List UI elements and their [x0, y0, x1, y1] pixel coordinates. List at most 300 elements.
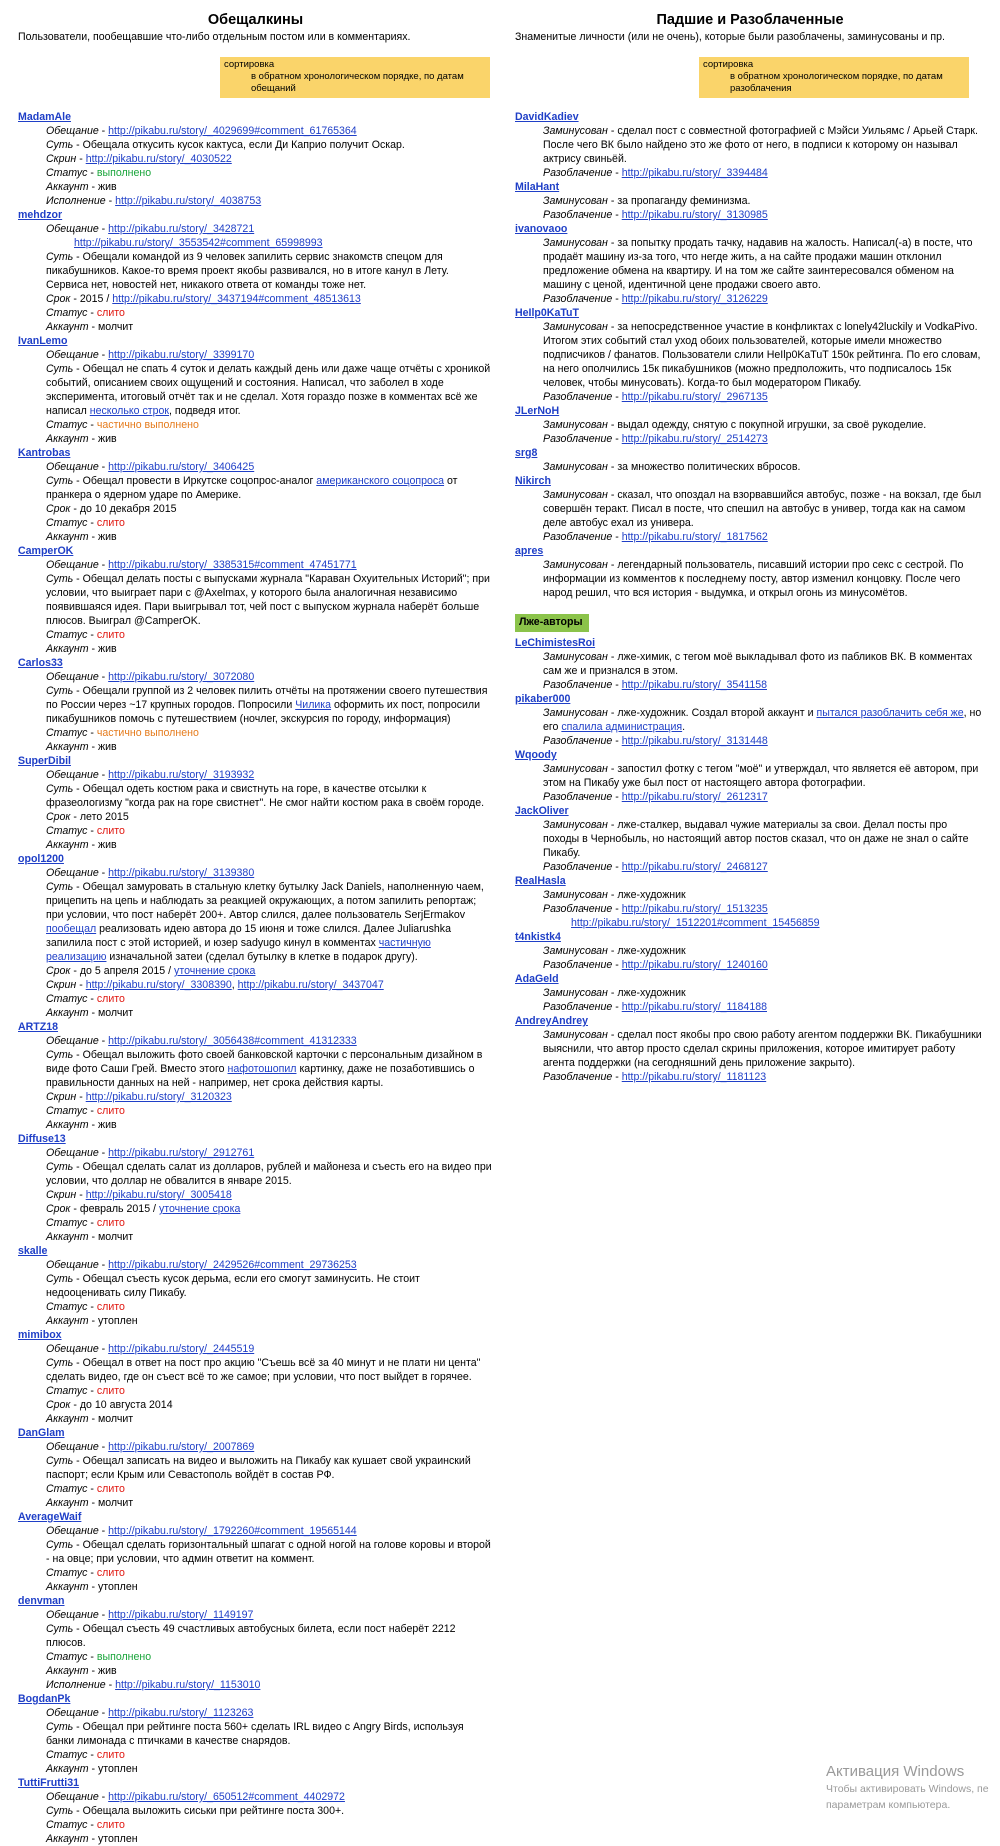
promise-link[interactable]: http://pikabu.ru/story/_3406425 [108, 461, 255, 473]
expose-link[interactable]: http://pikabu.ru/story/_3394484 [621, 167, 768, 179]
account-line: Аккаунт - утоплен [46, 1315, 138, 1327]
user-nick-link[interactable]: SuperDibil [18, 755, 71, 767]
promise-link[interactable]: http://pikabu.ru/story/_3553542#comment_65998993 [74, 237, 323, 249]
inline-link[interactable]: нафотошопил [227, 1063, 297, 1075]
essence-text: изначальной затеи (сделал бутылку в клетке в подарок другу). [109, 951, 418, 963]
sort-label: сортировка [703, 59, 754, 70]
promise-link[interactable]: http://pikabu.ru/story/_4029699#comment_61765364 [108, 125, 357, 137]
account-line: Аккаунт - жив [46, 839, 117, 851]
expose-label: Разоблачение [543, 293, 613, 305]
status-value: выполнено [96, 1651, 152, 1663]
user-nick-link[interactable]: apres [515, 545, 544, 557]
promise-line: Обещание - http://pikabu.ru/story/_3056438#comment_41312333 [46, 1035, 357, 1047]
promise-label: Обещание [46, 1791, 99, 1803]
fallen-entry [515, 110, 985, 180]
screen-label: Скрин [46, 979, 77, 991]
user-nick-link[interactable]: MilaHant [515, 181, 560, 193]
status-value: слито [96, 825, 125, 837]
user-nick-link[interactable]: ARTZ18 [18, 1021, 59, 1033]
promise-label: Обещание [46, 349, 99, 361]
screen-label: Скрин [46, 153, 77, 165]
expose-label: Разоблачение [543, 679, 613, 691]
essence-text: Обещала откусить кусок кактуса, если Ди Каприо получит Оскар. [82, 139, 405, 151]
promise-entry [18, 1426, 493, 1510]
inline-link[interactable]: частичную реализацию [46, 937, 431, 963]
account-value: жив [97, 181, 117, 193]
status-line: Статус - слито [46, 993, 125, 1005]
expose-link[interactable]: http://pikabu.ru/story/_1512201#comment_15456859 [571, 917, 820, 929]
fallen-sort-note [699, 57, 969, 98]
minus-label: Заминусован [543, 419, 608, 431]
expose-link[interactable]: http://pikabu.ru/story/_3541158 [621, 679, 767, 691]
expose-line: Разоблачение - http://pikabu.ru/story/_3130985 [543, 209, 768, 221]
user-nick-link[interactable]: AverageWaif [18, 1511, 82, 1523]
minus-line: Заминусован - лже-художник [543, 945, 686, 957]
fulfil-line: Исполнение - http://pikabu.ru/story/_1153010 [46, 1679, 261, 1691]
expose-label: Разоблачение [543, 903, 613, 915]
screen-link[interactable]: http://pikabu.ru/story/_3308390 [85, 979, 232, 991]
fallen-column [515, 0, 985, 1084]
account-label: Аккаунт [46, 1497, 89, 1509]
essence-label: Суть [46, 251, 74, 263]
deadline-clarification-link[interactable]: уточнение срока [158, 1203, 241, 1215]
promise-line: Обещание - http://pikabu.ru/story/_2429526#comment_29736253 [46, 1259, 357, 1271]
promise-entry [18, 110, 493, 208]
essence-text: Обещал выложить фото своей банковской карточки с персональным дизайном в виде фото Саши Грей. Вместо этого [46, 1049, 483, 1075]
promise-entry [18, 334, 493, 446]
inline-link[interactable]: спалила администрация [561, 721, 683, 733]
essence-text: Обещал замуровать в стальную клетку бутылку Jack Daniels, наполненную чаем, прицепить на цепь и наблюдать за реакцией окружающих, а потом запилить репортаж; при условии, что пост наберёт 200+. Автор слился, далее пользователь SerjErmakov [46, 881, 484, 921]
minus-line: Заминусован - сделал пост с совместной фотографией с Мэйси Уильямс / Арьей Старк. После чего ВК было найдено это же фото от него, в подписи к которому он называл актрису свиньёй. [543, 125, 978, 165]
expose-line: Разоблачение - http://pikabu.ru/story/_1817562 [543, 531, 768, 543]
account-label: Аккаунт [46, 433, 89, 445]
expose-label: Разоблачение [543, 531, 613, 543]
promise-link[interactable]: http://pikabu.ru/story/_3399170 [108, 349, 255, 361]
user-nick-link[interactable]: CamperOK [18, 545, 74, 557]
expose-line: Разоблачение - http://pikabu.ru/story/_3131448 [543, 735, 768, 747]
promise-entry [18, 656, 493, 754]
status-label: Статус [46, 1651, 88, 1663]
minus-label: Заминусован [543, 889, 608, 901]
fallen-entry [515, 222, 985, 306]
fallen-entry [515, 180, 985, 222]
expose-label: Разоблачение [543, 861, 613, 873]
minus-text: лже-художник. Создал второй аккаунт и [617, 707, 814, 719]
user-nick-link[interactable]: pikaber000 [515, 693, 571, 705]
account-value: утоплен [97, 1315, 138, 1327]
user-nick-link[interactable]: DanGlam [18, 1427, 65, 1439]
promises-column [18, 0, 493, 1846]
promise-label: Обещание [46, 1343, 99, 1355]
promise-line: Обещание - http://pikabu.ru/story/_3406425 [46, 461, 255, 473]
promise-link[interactable]: http://pikabu.ru/story/_2429526#comment_29736253 [108, 1259, 357, 1271]
essence-text: Обещал провести в Иркутске соцопрос-аналог [82, 475, 314, 487]
status-value: слито [96, 1105, 125, 1117]
fake-authors-badge: Лже-авторы [515, 614, 589, 632]
essence-label: Суть [46, 1539, 74, 1551]
user-nick-link[interactable]: MadamAle [18, 111, 71, 123]
expose-link[interactable]: http://pikabu.ru/story/_1184188 [621, 1001, 767, 1013]
account-label: Аккаунт [46, 1315, 89, 1327]
status-value: слито [96, 993, 125, 1005]
promise-label: Обещание [46, 1147, 99, 1159]
screen-link[interactable]: http://pikabu.ru/story/_4030522 [85, 153, 232, 165]
promise-entry [18, 1594, 493, 1692]
essence-text: Обещал делать посты с выпусками журнала "Караван Охуительных Историй"; при условии, что выиграет пари с @Axelmax, у которого была аналогичная независимо появившаяся идея. Пари выигрывал тот, чей пост с выпуском журнала наберёт больше плюсов. Выиграл @CamperOK. [46, 573, 490, 627]
user-nick-link[interactable]: Wqoody [515, 749, 557, 761]
deadline-label: Срок [46, 965, 71, 977]
account-value: жив [97, 741, 117, 753]
deadline-value: 2015 [79, 293, 104, 305]
account-label: Аккаунт [46, 1413, 89, 1425]
expose-line: Разоблачение - http://pikabu.ru/story/_3394484 [543, 167, 768, 179]
status-value: слито [96, 307, 125, 319]
account-label: Аккаунт [46, 1231, 89, 1243]
user-nick-link[interactable]: LeChimistesRoi [515, 637, 596, 649]
promise-link[interactable]: http://pikabu.ru/story/_2445519 [108, 1343, 255, 1355]
minus-text: сказал, что опоздал на взорвавшийся автобус, позже - на вокзал, где был совершён теракт. Писал в посте, что спешил на автобус в универ, тогда как на самом деле автобус ехал из универа. [543, 489, 982, 529]
essence-text: Обещал сделать салат из долларов, рублей и майонеза и съесть его на видео при условии, что доллар не обвалится в январе 2015. [46, 1161, 492, 1187]
expose-line: Разоблачение - http://pikabu.ru/story/_2612317 [543, 791, 768, 803]
expose-link[interactable]: http://pikabu.ru/story/_3126229 [621, 293, 768, 305]
minus-text: сделал пост с совместной фотографией с Мэйси Уильямс / Арьей Старк. После чего ВК было найдено это же фото от него, в подписи к которому он называл актрису свиньёй. [543, 125, 978, 165]
promise-label: Обещание [46, 1609, 99, 1621]
promise-link[interactable]: http://pikabu.ru/story/_3056438#comment_41312333 [108, 1035, 357, 1047]
fallen-entry [515, 930, 985, 972]
minus-label: Заминусован [543, 461, 608, 473]
expose-line: Разоблачение - http://pikabu.ru/story/_3126229 [543, 293, 768, 305]
account-label: Аккаунт [46, 181, 89, 193]
watermark-line: параметрам компьютера. [826, 1799, 951, 1811]
essence-label: Суть [46, 573, 74, 585]
promise-link[interactable]: http://pikabu.ru/story/_2007869 [108, 1441, 255, 1453]
promise-label: Обещание [46, 125, 99, 137]
fallen-entry [515, 972, 985, 1014]
account-line: Аккаунт - молчит [46, 1413, 134, 1425]
user-nick-link[interactable]: Nikirch [515, 475, 551, 487]
minus-text: за попытку продать тачку, надавив на жалость. Написал(-а) в посте, что продаёт машину из-за того, что негде жить, а на сайте продажи машин отклонил предложение обмена на квартиру. И на том же сайте заинтересовался обменом на машину с ценой, идентичной цене продажи своего авто. [543, 237, 973, 291]
account-value: молчит [97, 1231, 134, 1243]
status-label: Статус [46, 517, 88, 529]
expose-link[interactable]: http://pikabu.ru/story/_3131448 [621, 735, 768, 747]
user-nick-link[interactable]: IvanLemo [18, 335, 68, 347]
essence-text: Обещал в ответ на пост про акцию "Съешь всё за 40 минут и не плати ни цента" сделать видео, где он съест всё то же самое; при условии, что пост выйдет в горячее. [46, 1357, 481, 1383]
expose-link[interactable]: http://pikabu.ru/story/_2967135 [621, 391, 768, 403]
inline-link[interactable]: пытался разоблачить себя же [816, 707, 964, 719]
screen-line: Скрин - http://pikabu.ru/story/_3308390, http://pikabu.ru/story/_3437047 [46, 979, 384, 991]
status-line: Статус - слито [46, 1483, 125, 1495]
inline-link[interactable]: несколько строк [89, 405, 170, 417]
promise-label: Обещание [46, 1441, 99, 1453]
essence-line: Суть - Обещал выложить фото своей банковской карточки с персональным дизайном в виде фото Саши Грей. Вместо этого нафотошопил картинку, даже не позаботившись о правильности данных на ней - например, нет срока действия карты. [46, 1049, 483, 1089]
inline-link[interactable]: Чилика [295, 699, 332, 711]
promise-line: Обещание - http://pikabu.ru/story/_3139380 [46, 867, 255, 879]
promise-link[interactable]: http://pikabu.ru/story/_3193932 [108, 769, 255, 781]
promise-line: Обещание - http://pikabu.ru/story/_3399170 [46, 349, 255, 361]
screen-label: Скрин [46, 1091, 77, 1103]
fallen-entry [515, 446, 985, 474]
user-nick-link[interactable]: opol1200 [18, 853, 64, 865]
account-label: Аккаунт [46, 1581, 89, 1593]
user-nick-link[interactable]: Kantrobas [18, 447, 71, 459]
status-label: Статус [46, 1749, 88, 1761]
essence-label: Суть [46, 685, 74, 697]
sort-description: в обратном хронологическом порядке, по датам разоблачения [730, 71, 943, 94]
promises-sort-note [220, 57, 490, 98]
account-label: Аккаунт [46, 321, 89, 333]
expose-label: Разоблачение [543, 959, 613, 971]
account-line: Аккаунт - жив [46, 643, 117, 655]
promise-entry [18, 1776, 493, 1846]
status-line: Статус - слито [46, 1749, 125, 1761]
promise-line: Обещание - http://pikabu.ru/story/_4029699#comment_61765364 [46, 125, 357, 137]
promise-link[interactable]: http://pikabu.ru/story/_3072080 [108, 671, 255, 683]
essence-line: Суть - Обещал при рейтинге поста 560+ сделать IRL видео с Angry Birds, используя банки лимонада с птичками в качестве снарядов. [46, 1721, 464, 1747]
fallen-entry [515, 306, 985, 404]
deadline-value: до 5 апреля 2015 [79, 965, 166, 977]
essence-line: Суть - Обещал сделать горизонтальный шпагат с одной ногой на голове коровы и второй - на овце; при условии, что админ ответит на коммент. [46, 1539, 491, 1565]
essence-text: Обещала выложить сиськи при рейтинге поста 300+. [82, 1805, 345, 1817]
minus-line: Заминусован - лже-художник [543, 987, 686, 999]
essence-line: Суть - Обещал провести в Иркутске соцопрос-аналог американского соцопроса от пранкера о ядерном ударе по Америке. [46, 475, 458, 501]
screen-label: Скрин [46, 1189, 77, 1201]
essence-line: Суть - Обещал съесть кусок дерьма, если его смогут заминусить. Не стоит недооценивать силу Пикабу. [46, 1273, 420, 1299]
account-value: жив [97, 433, 117, 445]
fallen-entry [515, 748, 985, 804]
user-nick-link[interactable]: HeIlp0KaTuT [515, 307, 579, 319]
status-value: слито [96, 1483, 125, 1495]
essence-line: Суть - Обещал замуровать в стальную клетку бутылку Jack Daniels, наполненную чаем, прицепить на цепь и наблюдать за реакцией окружающих, а потом запилить репортаж; при условии, что пост наберёт 200+. Автор слился, далее пользователь SerjErmakov пообещал реализовать идею автора до 15 июня и тоже слился. Далее Juliarushka запилила пост с этой историей, и юзер sadyugo кинул в комментах частичную реализацию изначальной затеи (сделал бутылку в клетке в подарок другу). [46, 881, 484, 963]
essence-text: Обещал не спать 4 суток и делать каждый день или даже чаще отчёты с хроникой событий, описанием своих ощущений и состояния. Написал, что заболел в ходе эксперимента, итоговый отчёт так и не сделал. Хотя гораздо позже в комментах всё же написал [46, 363, 491, 417]
deadline-link[interactable]: http://pikabu.ru/story/_3437194#comment_48513613 [112, 293, 361, 305]
status-label: Статус [46, 629, 88, 641]
account-value: молчит [97, 1497, 134, 1509]
promise-label: Обещание [46, 1259, 99, 1271]
essence-text: реализовать идею автора до 15 июня и тоже слился. Далее Juliarushka запилила пост с этой историей, и юзер sadyugo кинул в комментах [46, 923, 451, 949]
deadline-line: Срок - до 10 августа 2014 [46, 1399, 173, 1411]
user-nick-link[interactable]: JackOliver [515, 805, 569, 817]
minus-label: Заминусован [543, 1029, 608, 1041]
essence-line: Суть - Обещал съесть 49 счастливых автобусных билета, если пост наберёт 2212 плюсов. [46, 1623, 456, 1649]
watermark-title: Активация Windows [826, 1763, 965, 1780]
account-line: Аккаунт - молчит [46, 1231, 134, 1243]
fallen-list [515, 110, 985, 600]
promise-link[interactable]: http://pikabu.ru/story/_650512#comment_4402972 [108, 1791, 345, 1803]
user-nick-link[interactable]: skalle [18, 1245, 48, 1257]
user-nick-link[interactable]: AdaGeld [515, 973, 559, 985]
promise-link[interactable]: http://pikabu.ru/story/_3139380 [108, 867, 255, 879]
status-value: слито [96, 1385, 125, 1397]
expose-link[interactable]: http://pikabu.ru/story/_1240160 [621, 959, 768, 971]
promise-entry [18, 1020, 493, 1132]
expose-link[interactable]: http://pikabu.ru/story/_2514273 [621, 433, 768, 445]
promise-line: Обещание - http://pikabu.ru/story/_2912761 [46, 1147, 255, 1159]
expose-label: Разоблачение [543, 1071, 613, 1083]
expose-link[interactable]: http://pikabu.ru/story/_2468127 [621, 861, 768, 873]
minus-line: Заминусован - лже-художник. Создал второй аккаунт и пытался разоблачить себя же, но его спалила администрация. [543, 707, 982, 733]
promise-link[interactable]: http://pikabu.ru/story/_1123263 [108, 1707, 254, 1719]
minus-text: сделал пост якобы про свою работу агентом поддержки ВК. Пикабушники выяснили, что автор просто сделал скрины приложения, которое имитирует работу агента поддержки (на сегодняшний день приложение закрыто). [543, 1029, 982, 1069]
user-nick-link[interactable]: TuttiFrutti31 [18, 1777, 80, 1789]
essence-label: Суть [46, 1721, 74, 1733]
expose-label: Разоблачение [543, 391, 613, 403]
minus-label: Заминусован [543, 819, 608, 831]
status-value: слито [96, 1567, 125, 1579]
minus-label: Заминусован [543, 763, 608, 775]
inline-link[interactable]: американского соцопроса [316, 475, 445, 487]
promise-entry [18, 852, 493, 1020]
status-line: Статус - частично выполнено [46, 419, 199, 431]
expose-link[interactable]: http://pikabu.ru/story/_1181123 [621, 1071, 767, 1083]
account-label: Аккаунт [46, 643, 89, 655]
minus-line: Заминусован - за множество политических вбросов. [543, 461, 801, 473]
status-label: Статус [46, 1483, 88, 1495]
user-nick-link[interactable]: DavidKadiev [515, 111, 579, 123]
promise-line: Обещание - http://pikabu.ru/story/_3428721 [46, 223, 255, 235]
status-line: Статус - слито [46, 1819, 125, 1831]
expose-link[interactable]: http://pikabu.ru/story/_3130985 [621, 209, 768, 221]
screen-link[interactable]: http://pikabu.ru/story/_3005418 [85, 1189, 232, 1201]
status-label: Статус [46, 993, 88, 1005]
inline-link[interactable]: пообещал [46, 923, 97, 935]
promise-entry [18, 446, 493, 544]
minus-text: запостил фотку с тегом "моё" и утверждал, что является её автором, при этом на Пикабу уже был пост от настоящего автора фотографии. [543, 763, 979, 789]
sort-label: сортировка [224, 59, 275, 70]
essence-text: оформить их пост, попросили пикабушников помочь с путешествием (ночлег, экскурсия по городу, информация) [46, 699, 481, 725]
status-label: Статус [46, 825, 88, 837]
fulfil-link[interactable]: http://pikabu.ru/story/_4038753 [115, 195, 262, 207]
essence-line: Суть - Обещал делать посты с выпусками журнала "Караван Охуительных Историй"; при условии, что выиграет пари с @Axelmax, у которого была аналогичная независимо появившаяся идея. Пари выигрывал тот, чей пост с выпуском журнала наберёт больше плюсов. Выиграл @CamperOK. [46, 573, 490, 627]
deadline-clarification-link[interactable]: уточнение срока [174, 965, 256, 977]
promise-link[interactable]: http://pikabu.ru/story/_1149197 [108, 1609, 254, 1621]
essence-label: Суть [46, 1273, 74, 1285]
user-nick-link[interactable]: Diffuse13 [18, 1133, 66, 1145]
expose-link[interactable]: http://pikabu.ru/story/_2612317 [621, 791, 768, 803]
status-label: Статус [46, 1301, 88, 1313]
account-value: жив [97, 531, 117, 543]
essence-text: Обещал съесть кусок дерьма, если его смогут заминусить. Не стоит недооценивать силу Пикабу. [46, 1273, 420, 1299]
account-label: Аккаунт [46, 531, 89, 543]
user-nick-link[interactable]: t4nkistk4 [515, 931, 561, 943]
status-line: Статус - слито [46, 1217, 125, 1229]
screen-line: Скрин - http://pikabu.ru/story/_3120323 [46, 1091, 232, 1103]
essence-line: Суть - Обещал записать на видео и выложить на Пикабу как кушает свой украинский паспорт; если Крым или Севастополь войдёт в состав РФ. [46, 1455, 471, 1481]
promise-link[interactable]: http://pikabu.ru/story/_3428721 [108, 223, 255, 235]
essence-label: Суть [46, 1049, 74, 1061]
promise-entry [18, 1244, 493, 1328]
expose-line: Разоблачение - http://pikabu.ru/story/_1240160 [543, 959, 768, 971]
status-value: слито [96, 1749, 125, 1761]
account-value: утоплен [97, 1833, 138, 1845]
promise-entry [18, 1132, 493, 1244]
minus-label: Заминусован [543, 125, 608, 137]
promise-link[interactable]: http://pikabu.ru/story/_1792260#comment_19565144 [108, 1525, 357, 1537]
expose-line: Разоблачение - http://pikabu.ru/story/_2514273 [543, 433, 768, 445]
deadline-label: Срок [46, 1203, 71, 1215]
user-nick-link[interactable]: Carlos33 [18, 657, 63, 669]
minus-text: за пропаганду феминизма. [617, 195, 751, 207]
screen-line: Скрин - http://pikabu.ru/story/_4030522 [46, 153, 232, 165]
promises-title: Обещалкины [207, 12, 304, 28]
minus-label: Заминусован [543, 195, 608, 207]
expose-link[interactable]: http://pikabu.ru/story/_1817562 [621, 531, 768, 543]
windows-activation-watermark [826, 1762, 989, 1813]
expose-line: Разоблачение - http://pikabu.ru/story/_1513235 [543, 903, 768, 915]
expose-label: Разоблачение [543, 1001, 613, 1013]
account-value: жив [97, 839, 117, 851]
promise-label: Обещание [46, 1035, 99, 1047]
minus-text: , но его [543, 707, 982, 733]
minus-text: за непосредственное участие в конфликтах с lonely42luckily и VodkaPivo. Итогом этих событий стал уход обоих пользователей, которые имели множество подписчиков / фанатов. Пользователи слили HeIlp0KaTuT 150к рейтинга. По его словам, на него ополчились 15к пикабушников (можно предположить, что подписалось 15к человек, чтобы минусовать). Когда-то был модератором Пикабу. [543, 321, 981, 389]
promise-entry [18, 1692, 493, 1776]
essence-line: Суть - Обещали группой из 2 человек пилить отчёты на протяжении своего путешествия по России через ~17 крупных городов. Попросили Чилика оформить их пост, попросили пикабушников помочь с путешествием (ночлег, экскурсия по городу, информация) [46, 685, 488, 725]
minus-line: Заминусован - лже-сталкер, выдавал чужие материалы за свои. Делал посты про походы в Чернобыль, но настоящий автор постов сказал, что он даже не знал о сайте Пикабу. [543, 819, 969, 859]
screen-link[interactable]: http://pikabu.ru/story/_3120323 [85, 1091, 232, 1103]
expose-label: Разоблачение [543, 209, 613, 221]
essence-label: Суть [46, 783, 74, 795]
promise-label: Обещание [46, 1525, 99, 1537]
essence-text: Обещал сделать горизонтальный шпагат с одной ногой на голове коровы и второй - на овце; при условии, что админ ответит на коммент. [46, 1539, 491, 1565]
promise-link[interactable]: http://pikabu.ru/story/_3385315#comment_47451771 [108, 559, 357, 571]
promise-label: Обещание [46, 769, 99, 781]
status-label: Статус [46, 727, 88, 739]
minus-line: Заминусован - легендарный пользователь, писавший истории про секс с сестрой. По информации из комментов к последнему посту, автор изменил концовку. После чего народ решил, что вся история - выдумка, и открыл огонь из минусомётов. [543, 559, 964, 599]
minus-label: Заминусован [543, 651, 608, 663]
minus-label: Заминусован [543, 321, 608, 333]
promise-entry [18, 1328, 493, 1426]
promise-line: Обещание - http://pikabu.ru/story/_2007869 [46, 1441, 255, 1453]
screen-link[interactable]: http://pikabu.ru/story/_3437047 [237, 979, 384, 991]
promise-line: Обещание - http://pikabu.ru/story/_3385315#comment_47451771 [46, 559, 357, 571]
fallen-entry [515, 874, 985, 930]
account-line: Аккаунт - молчит [46, 1007, 134, 1019]
status-label: Статус [46, 1567, 88, 1579]
account-value: утоплен [97, 1763, 138, 1775]
user-nick-link[interactable]: mimibox [18, 1329, 62, 1341]
fallen-entry [515, 636, 985, 692]
user-nick-link[interactable]: AndreyAndrey [515, 1015, 588, 1027]
deadline-value: лето 2015 [79, 811, 129, 823]
user-nick-link[interactable]: mehdzor [18, 209, 63, 221]
user-nick-link[interactable]: denvman [18, 1595, 65, 1607]
account-line: Аккаунт - жив [46, 1665, 117, 1677]
minus-label: Заминусован [543, 987, 608, 999]
minus-text: лже-художник [617, 945, 686, 957]
account-value: жив [97, 643, 117, 655]
account-value: утоплен [97, 1581, 138, 1593]
promise-line: Обещание - http://pikabu.ru/story/_3193932 [46, 769, 255, 781]
fake-authors-list [515, 636, 985, 1084]
user-nick-link[interactable]: ivanovaoo [515, 223, 568, 235]
essence-text: Обещали группой из 2 человек пилить отчёты на протяжении своего путешествия по России через ~17 крупных городов. Попросили [46, 685, 488, 711]
user-nick-link[interactable]: BogdanPk [18, 1693, 71, 1705]
user-nick-link[interactable]: RealHasla [515, 875, 566, 887]
fallen-entry [515, 804, 985, 874]
account-value: жив [97, 1119, 117, 1131]
essence-line: Суть - Обещала выложить сиськи при рейтинге поста 300+. [46, 1805, 345, 1817]
user-nick-link[interactable]: srg8 [515, 447, 538, 459]
status-label: Статус [46, 167, 88, 179]
status-label: Статус [46, 1385, 88, 1397]
expose-link[interactable]: http://pikabu.ru/story/_1513235 [621, 903, 768, 915]
fulfil-link[interactable]: http://pikabu.ru/story/_1153010 [115, 1679, 261, 1691]
fallen-entry [515, 404, 985, 446]
promise-link[interactable]: http://pikabu.ru/story/_2912761 [108, 1147, 255, 1159]
user-nick-link[interactable]: JLerNoH [515, 405, 560, 417]
essence-line: Суть - Обещал сделать салат из долларов, рублей и майонеза и съесть его на видео при условии, что доллар не обвалится в январе 2015. [46, 1161, 492, 1187]
status-line: Статус - слито [46, 629, 125, 641]
account-line: Аккаунт - молчит [46, 1497, 134, 1509]
